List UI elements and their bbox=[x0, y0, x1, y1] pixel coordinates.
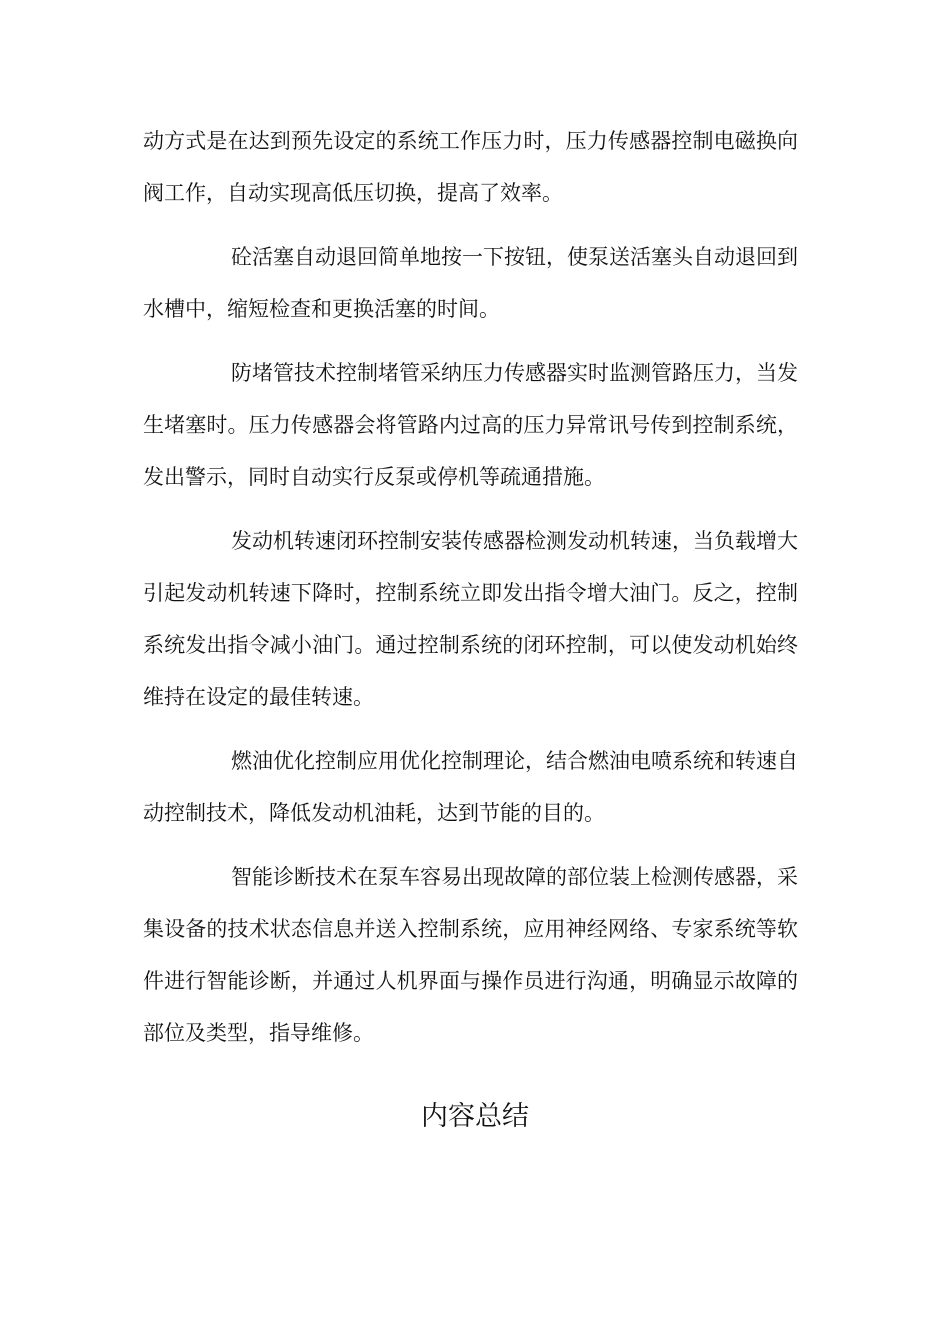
paragraph-intelligent-diagnosis: 智能诊断技术在泵车容易出现故障的部位装上检测传感器，采集设备的技术状态信息并送入控制系统，应用神经网络、专家系统等软件进行智能诊断，并通过人机界面与操作员进行沟通，明确显示故障的部位及类型，指导维修。 bbox=[143, 865, 798, 1045]
paragraph-fuel-optimization: 燃油优化控制应用优化控制理论，结合燃油电喷系统和转速自动控制技术，降低发动机油耗，达到节能的目的。 bbox=[143, 749, 798, 825]
paragraph-engine-speed-control: 发动机转速闭环控制安装传感器检测发动机转速，当负载增大引起发动机转速下降时，控制系统立即发出指令增大油门。反之，控制系统发出指令减小油门。通过控制系统的闭环控制，可以使发动机始终维持在设定的最佳转速。 bbox=[143, 529, 798, 709]
paragraph-anti-blockage: 防堵管技术控制堵管采纳压力传感器实时监测管路压力，当发生堵塞时。压力传感器会将管路内过高的压力异常讯号传到控制系统，发出警示，同时自动实行反泵或停机等疏通措施。 bbox=[143, 361, 798, 489]
paragraph-piston-retract: 砼活塞自动退回简单地按一下按钮，使泵送活塞头自动退回到水槽中，缩短检查和更换活塞的时间。 bbox=[143, 245, 798, 321]
body-text bbox=[143, 115, 798, 1071]
summary-heading: 内容总结 bbox=[421, 1101, 529, 1132]
paragraph-continuation: 动方式是在达到预先设定的系统工作压力时，压力传感器控制电磁换向阀工作，自动实现高低压切换，提高了效率。 bbox=[143, 129, 798, 205]
